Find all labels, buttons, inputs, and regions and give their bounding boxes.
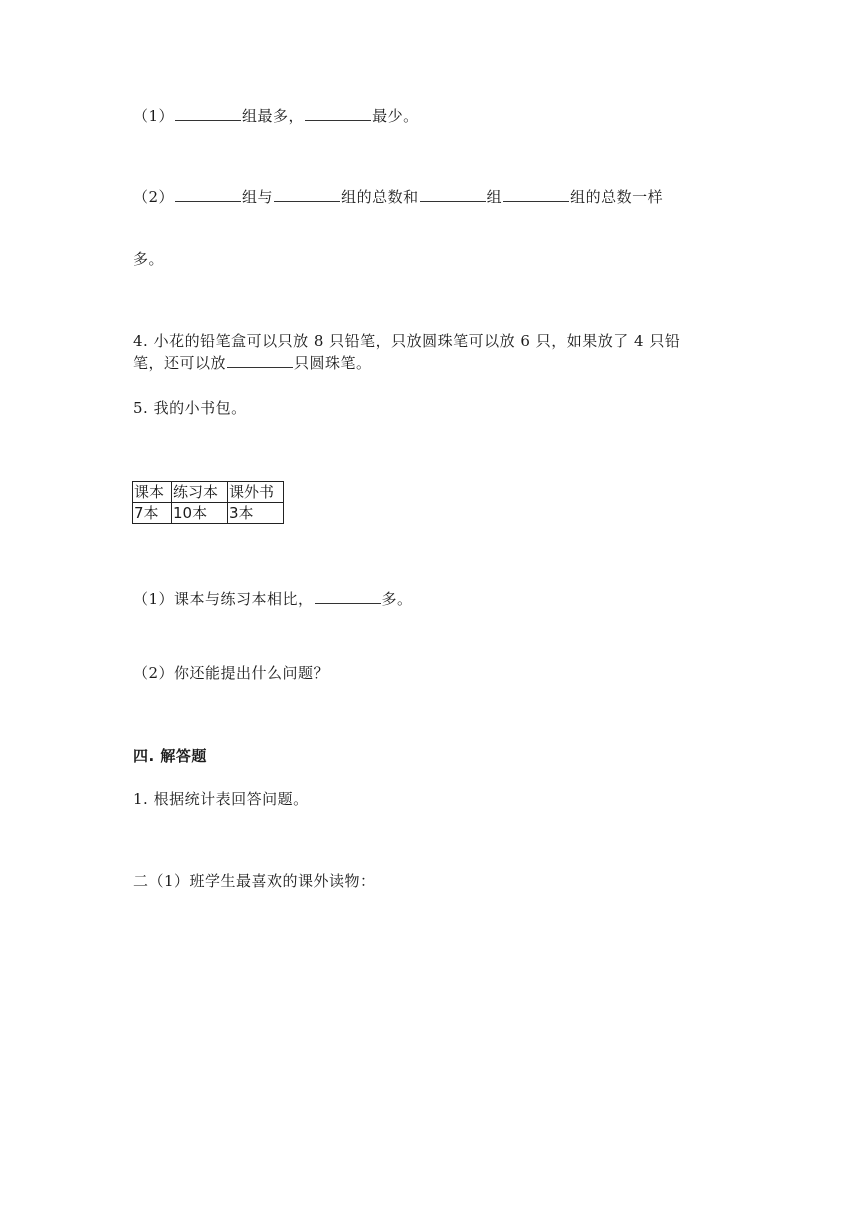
q4-line1: 4. 小花的铅笔盒可以只放 8 只铅笔，只放圆珠笔可以放 6 只，如果放了 4 只铅 [133,332,681,350]
table-cell: 7本 [133,503,172,524]
q3-sub2-part2: 组的总数和 [341,188,419,206]
q3-sub2-part1: 组与 [242,188,274,206]
table-cell: 10本 [172,503,228,524]
q3-sub2-part4: 组的总数一样 [570,188,664,206]
table-header-cell: 课外书 [228,482,284,503]
answer-blank[interactable] [305,106,371,121]
section4-q1: 1. 根据统计表回答问题。 [133,790,309,808]
q5-sub1-prefix: （1）课本与练习本相比， [133,590,314,608]
q5-sub1 [133,588,413,610]
section4-caption: 二（1）班学生最喜欢的课外读物： [133,872,376,890]
q5-sub1-suffix: 多。 [381,590,413,608]
answer-blank[interactable] [175,187,241,202]
q3-sub2-part3: 组 [486,188,503,206]
q3-sub1-prefix: （1） [133,107,175,125]
section-title: 四. 解答题 [133,747,207,765]
q4-line2 [133,352,372,374]
q5-title: 5. 我的小书包。 [133,399,247,417]
q3-sub1-suffix: 最少。 [372,107,419,125]
answer-blank[interactable] [175,106,241,121]
q3-sub1 [133,105,419,127]
table-header-cell: 练习本 [172,482,228,503]
books-table [132,481,284,524]
books-table-wrapper [132,481,284,524]
q4-line2-prefix: 笔，还可以放 [133,354,227,372]
table-row [133,503,284,524]
q3-sub2-prefix: （2） [133,188,175,206]
answer-blank[interactable] [274,187,340,202]
answer-blank[interactable] [315,589,381,604]
q5-sub2: （2）你还能提出什么问题？ [133,664,330,682]
table-header-cell: 课本 [133,482,172,503]
q4-line2-suffix: 只圆珠笔。 [294,354,372,372]
q3-sub1-mid: 组最多， [242,107,305,125]
q3-sub2 [133,186,663,208]
answer-blank[interactable] [420,187,486,202]
q3-sub2-continuation: 多。 [133,250,165,268]
answer-blank[interactable] [227,353,293,368]
table-header-row [133,482,284,503]
table-cell: 3本 [228,503,284,524]
answer-blank[interactable] [503,187,569,202]
